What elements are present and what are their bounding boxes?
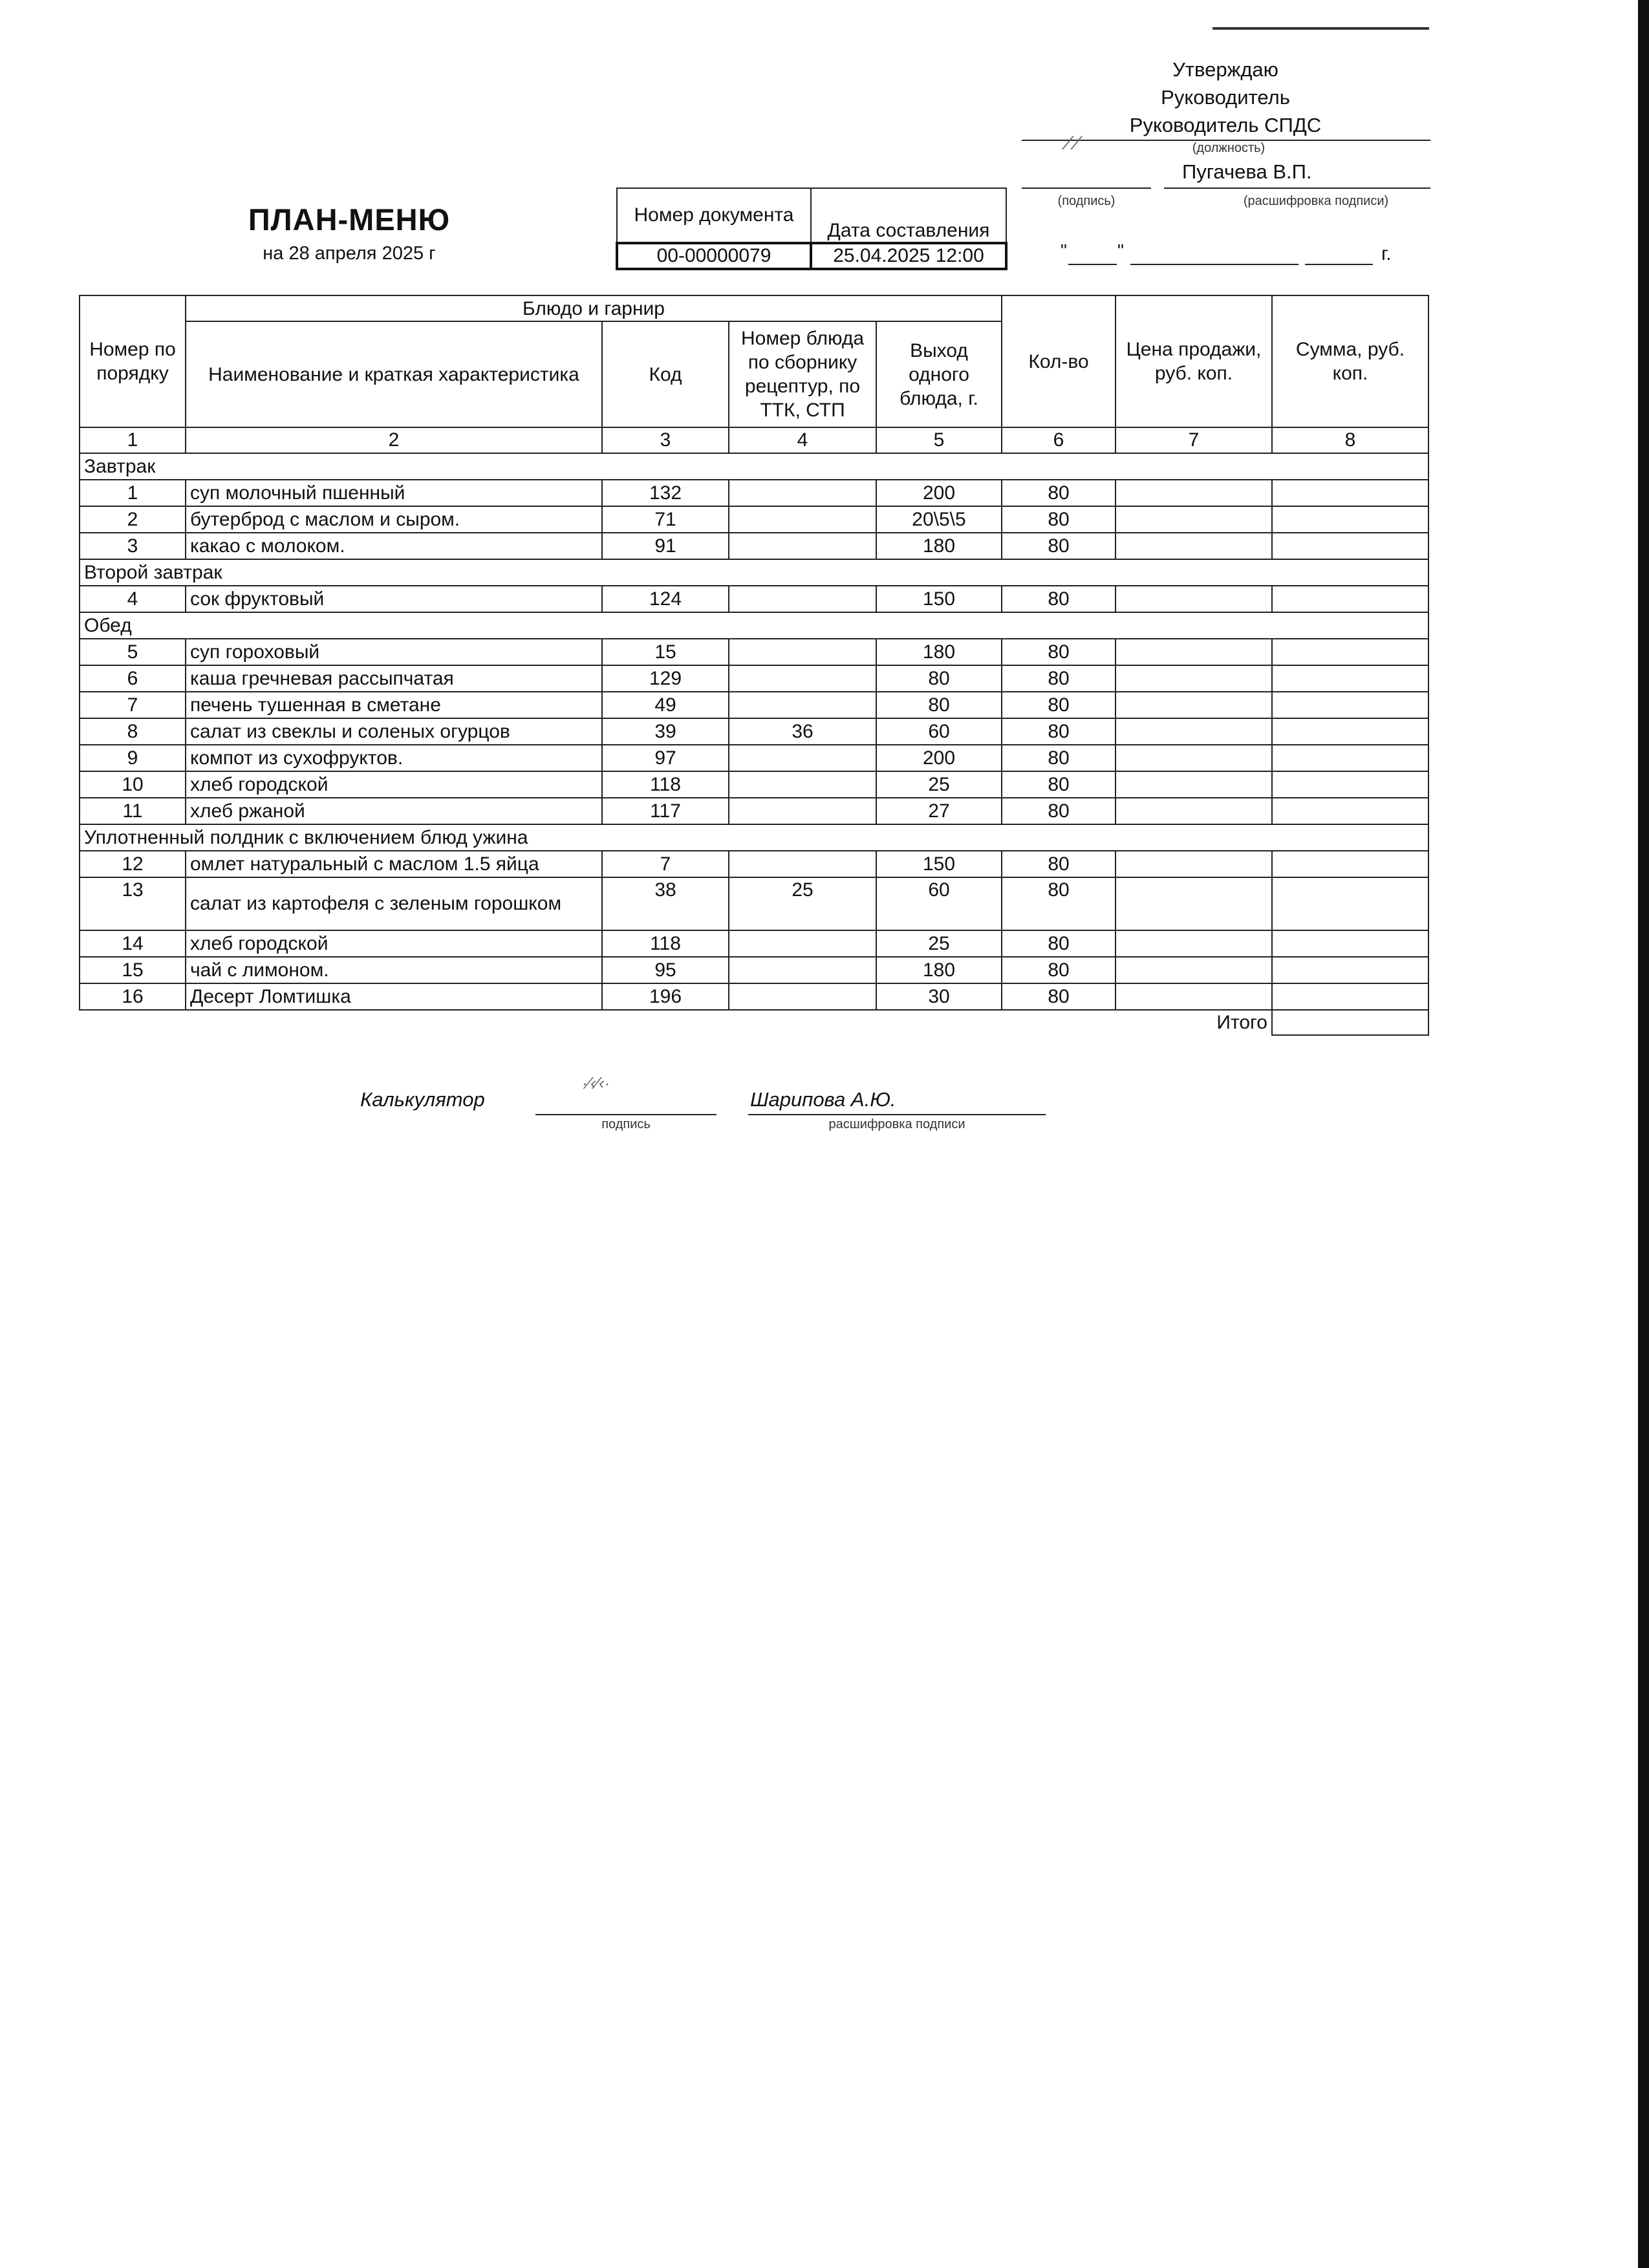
approve-label: Утверждаю [1172, 58, 1278, 81]
dish-name: салат из картофеля с зеленым горошком [186, 877, 602, 930]
table-row [80, 692, 1428, 718]
table-row [80, 957, 1428, 983]
recipe-number [729, 533, 876, 559]
signature-caption: (подпись) [1057, 194, 1116, 208]
section-row [80, 453, 1428, 480]
dish-sum [1272, 480, 1428, 506]
table-row [80, 930, 1428, 957]
dish-name: хлеб городской [186, 771, 602, 798]
header-name: Наименование и краткая характеристика [186, 321, 602, 427]
page-title: ПЛАН-МЕНЮ [248, 202, 451, 237]
header-yield: Выход одного блюда, г. [876, 321, 1002, 427]
column-number: 3 [602, 427, 729, 453]
dish-yield: 30 [876, 983, 1002, 1010]
dish-yield: 150 [876, 586, 1002, 612]
dish-price [1116, 930, 1272, 957]
dish-name: хлеб городской [186, 930, 602, 957]
dish-price [1116, 506, 1272, 533]
recipe-number [729, 771, 876, 798]
header-recipe: Номер блюда по сборнику рецептур, по ТТК, СТП [729, 321, 876, 427]
dish-sum [1272, 745, 1428, 771]
column-number: 4 [729, 427, 876, 453]
dish-name: печень тушенная в сметане [186, 692, 602, 718]
dish-name: сок фруктовый [186, 586, 602, 612]
dish-price [1116, 586, 1272, 612]
dish-name: Десерт Ломтишка [186, 983, 602, 1010]
dish-sum [1272, 957, 1428, 983]
recipe-number [729, 692, 876, 718]
dish-code: 39 [602, 718, 729, 745]
doc-date-value: 25.04.2025 12:00 [811, 243, 1006, 269]
dish-price [1116, 639, 1272, 665]
header-qty: Кол-во [1002, 295, 1116, 427]
doc-number-value: 00-00000079 [617, 243, 811, 269]
table-row [80, 983, 1428, 1010]
calc-signature-caption: подпись [601, 1117, 651, 1131]
dish-quantity: 80 [1002, 639, 1116, 665]
approve-role: Руководитель [1161, 86, 1290, 109]
dish-quantity: 80 [1002, 771, 1116, 798]
section-row [80, 824, 1428, 851]
table-row [80, 745, 1428, 771]
row-number: 6 [80, 665, 186, 692]
dish-name: какао с молоком. [186, 533, 602, 559]
row-number: 4 [80, 586, 186, 612]
dish-price [1116, 692, 1272, 718]
total-row [80, 1010, 1428, 1035]
dish-code: 118 [602, 771, 729, 798]
dish-quantity: 80 [1002, 506, 1116, 533]
dish-yield: 200 [876, 745, 1002, 771]
year-suffix: г. [1381, 243, 1392, 264]
dish-sum [1272, 718, 1428, 745]
column-number: 1 [80, 427, 186, 453]
top-rule [1212, 27, 1429, 30]
dish-sum [1272, 692, 1428, 718]
dish-sum [1272, 533, 1428, 559]
dish-yield: 80 [876, 665, 1002, 692]
dish-sum [1272, 639, 1428, 665]
doc-number-header: Номер документа [617, 188, 811, 243]
column-number: 5 [876, 427, 1002, 453]
dish-quantity: 80 [1002, 957, 1116, 983]
row-number: 15 [80, 957, 186, 983]
dish-yield: 25 [876, 930, 1002, 957]
row-number: 13 [80, 877, 186, 930]
dish-yield: 180 [876, 639, 1002, 665]
recipe-number [729, 480, 876, 506]
calc-signature-rule [535, 1114, 717, 1115]
row-number: 12 [80, 851, 186, 877]
dish-yield: 60 [876, 877, 1002, 930]
header-group: Блюдо и гарнир [186, 295, 1002, 321]
column-number: 8 [1272, 427, 1428, 453]
dish-code: 124 [602, 586, 729, 612]
dish-quantity: 80 [1002, 851, 1116, 877]
table-row [80, 480, 1428, 506]
table-row [80, 877, 1428, 930]
dish-quantity: 80 [1002, 586, 1116, 612]
dish-name: чай с лимоном. [186, 957, 602, 983]
dish-price [1116, 665, 1272, 692]
table-row [80, 506, 1428, 533]
table-row [80, 798, 1428, 824]
dish-sum [1272, 983, 1428, 1010]
row-number: 3 [80, 533, 186, 559]
dish-yield: 180 [876, 533, 1002, 559]
dish-name: суп гороховый [186, 639, 602, 665]
row-number: 5 [80, 639, 186, 665]
table-row [80, 771, 1428, 798]
dish-code: 38 [602, 877, 729, 930]
dish-price [1116, 533, 1272, 559]
dish-code: 95 [602, 957, 729, 983]
recipe-number [729, 665, 876, 692]
month-rule [1130, 264, 1299, 265]
table-row [80, 639, 1428, 665]
dish-quantity: 80 [1002, 692, 1116, 718]
dish-code: 49 [602, 692, 729, 718]
dish-name: омлет натуральный с маслом 1.5 яйца [186, 851, 602, 877]
dish-name: компот из сухофруктов. [186, 745, 602, 771]
recipe-number [729, 506, 876, 533]
column-number: 2 [186, 427, 602, 453]
dish-yield: 60 [876, 718, 1002, 745]
section-title: Обед [80, 612, 1428, 639]
dish-price [1116, 957, 1272, 983]
year-rule [1305, 264, 1373, 265]
date-quote-open: " [1061, 241, 1067, 261]
column-number: 6 [1002, 427, 1116, 453]
table-row [80, 533, 1428, 559]
dish-code: 132 [602, 480, 729, 506]
doc-date-header: Дата составления [811, 188, 1006, 243]
recipe-number [729, 745, 876, 771]
dish-quantity: 80 [1002, 877, 1116, 930]
dish-code: 7 [602, 851, 729, 877]
day-rule [1068, 264, 1117, 265]
dish-quantity: 80 [1002, 798, 1116, 824]
recipe-number [729, 798, 876, 824]
recipe-number: 36 [729, 718, 876, 745]
row-number: 1 [80, 480, 186, 506]
section-title: Второй завтрак [80, 559, 1428, 586]
row-number: 2 [80, 506, 186, 533]
header-order: Номер по порядку [80, 295, 186, 427]
header-sum: Сумма, руб. коп. [1272, 295, 1428, 427]
recipe-number [729, 930, 876, 957]
table-row [80, 718, 1428, 745]
row-number: 14 [80, 930, 186, 957]
approver-name: Пугачева В.П. [1182, 160, 1312, 183]
dish-quantity: 80 [1002, 533, 1116, 559]
dish-code: 117 [602, 798, 729, 824]
section-title: Уплотненный полдник с включением блюд ужина [80, 824, 1428, 851]
row-number: 16 [80, 983, 186, 1010]
calc-decode-caption: расшифровка подписи [828, 1117, 965, 1131]
column-number-row [80, 427, 1428, 453]
dish-quantity: 80 [1002, 983, 1116, 1010]
dish-price [1116, 877, 1272, 930]
table-row [80, 851, 1428, 877]
dish-sum [1272, 798, 1428, 824]
dish-code: 15 [602, 639, 729, 665]
dish-yield: 150 [876, 851, 1002, 877]
menu-date: на 28 апреля 2025 г [263, 243, 436, 264]
total-value [1272, 1010, 1428, 1035]
dish-name: каша гречневая рассыпчатая [186, 665, 602, 692]
row-number: 7 [80, 692, 186, 718]
dish-code: 97 [602, 745, 729, 771]
recipe-number [729, 586, 876, 612]
header-code: Код [602, 321, 729, 427]
section-row [80, 559, 1428, 586]
recipe-number [729, 851, 876, 877]
dish-price [1116, 718, 1272, 745]
dish-yield: 20\5\5 [876, 506, 1002, 533]
table-row [80, 586, 1428, 612]
row-number: 10 [80, 771, 186, 798]
row-number: 8 [80, 718, 186, 745]
position-caption: (должность) [1192, 141, 1266, 155]
table-row [80, 665, 1428, 692]
dish-name: бутерброд с маслом и сыром. [186, 506, 602, 533]
dish-price [1116, 480, 1272, 506]
column-number: 7 [1116, 427, 1272, 453]
dish-code: 71 [602, 506, 729, 533]
dish-yield: 27 [876, 798, 1002, 824]
dish-quantity: 80 [1002, 745, 1116, 771]
dish-name: суп молочный пшенный [186, 480, 602, 506]
dish-quantity: 80 [1002, 930, 1116, 957]
dish-code: 91 [602, 533, 729, 559]
scan-edge-bar [1638, 0, 1649, 2268]
dish-sum [1272, 851, 1428, 877]
dish-price [1116, 983, 1272, 1010]
dish-quantity: 80 [1002, 718, 1116, 745]
dish-name: хлеб ржаной [186, 798, 602, 824]
total-label: Итого [1216, 1012, 1267, 1033]
calculator-label: Калькулятор [360, 1088, 485, 1111]
dish-price [1116, 851, 1272, 877]
dish-sum [1272, 930, 1428, 957]
dish-price [1116, 771, 1272, 798]
dish-name: салат из свеклы и соленых огурцов [186, 718, 602, 745]
dish-code: 196 [602, 983, 729, 1010]
dish-yield: 180 [876, 957, 1002, 983]
calculator-name: Шарипова А.Ю. [750, 1088, 896, 1111]
approver-signature: ⁄ ⁄ [1067, 133, 1079, 154]
date-quote-close: " [1117, 241, 1124, 261]
dish-code: 129 [602, 665, 729, 692]
dish-quantity: 80 [1002, 480, 1116, 506]
dish-code: 118 [602, 930, 729, 957]
decode-caption: (расшифровка подписи) [1243, 194, 1389, 208]
decode-rule [1164, 187, 1430, 189]
signature-rule [1022, 187, 1151, 189]
document-info-table [616, 187, 1008, 270]
dish-yield: 80 [876, 692, 1002, 718]
dish-quantity: 80 [1002, 665, 1116, 692]
menu-table [79, 295, 1429, 1036]
calculator-signature: ·⁄‹⁄‹· [582, 1073, 610, 1093]
row-number: 9 [80, 745, 186, 771]
recipe-number [729, 983, 876, 1010]
section-title: Завтрак [80, 453, 1428, 480]
recipe-number [729, 957, 876, 983]
recipe-number: 25 [729, 877, 876, 930]
approve-position: Руководитель СПДС [1129, 114, 1322, 136]
header-price: Цена продажи, руб. коп. [1116, 295, 1272, 427]
dish-yield: 200 [876, 480, 1002, 506]
dish-sum [1272, 586, 1428, 612]
row-number: 11 [80, 798, 186, 824]
dish-sum [1272, 771, 1428, 798]
dish-sum [1272, 506, 1428, 533]
calc-decode-rule [748, 1114, 1046, 1115]
section-row [80, 612, 1428, 639]
dish-yield: 25 [876, 771, 1002, 798]
recipe-number [729, 639, 876, 665]
dish-sum [1272, 877, 1428, 930]
dish-price [1116, 745, 1272, 771]
dish-price [1116, 798, 1272, 824]
dish-sum [1272, 665, 1428, 692]
